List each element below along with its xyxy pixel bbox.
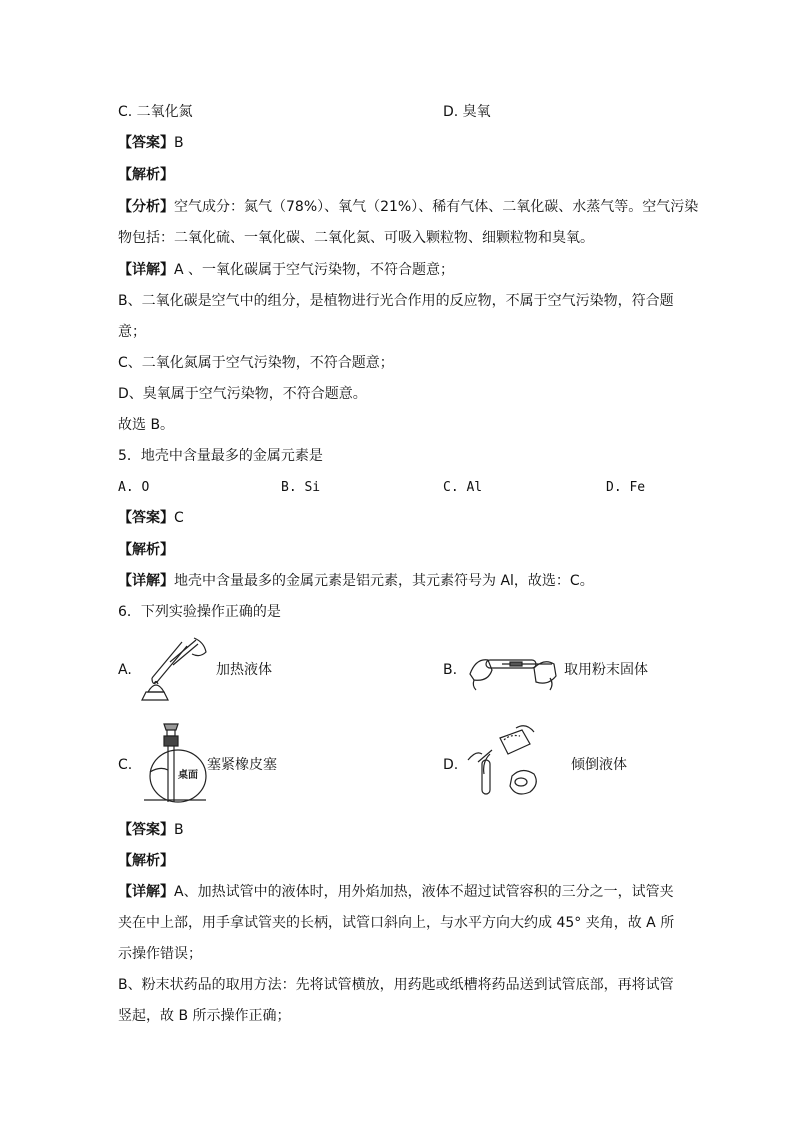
powder-solid-icon [466, 644, 560, 692]
q5-detail-text: 地壳中含量最多的金属元素是铝元素，其元素符号为 Al，故选：C。 [174, 573, 594, 589]
q5-option-d: D. Fe [606, 480, 646, 495]
q6-option-b-caption: 取用粉末固体 [564, 662, 648, 678]
q6-answer-line [118, 820, 184, 840]
option-c: C. 二氧化氮 [118, 104, 193, 120]
detail-c-line: C、二氧化氮属于空气污染物，不符合题意； [118, 355, 394, 371]
q5-stem: 5．地壳中含量最多的金属元素是 [118, 448, 323, 464]
q6-detail-a-line-3: 示操作错误； [118, 946, 202, 962]
q5-answer-label: 【答案】 [118, 510, 174, 526]
q5-detail-line [118, 571, 594, 591]
q6-option-c-caption: 塞紧橡皮塞 [207, 757, 277, 773]
q6-option-d-letter: D. [443, 757, 459, 773]
q5-answer-value: C [174, 510, 184, 526]
fenxi-line-1 [118, 197, 698, 217]
q6-option-c-letter: C. [118, 757, 133, 773]
detail-a-line [118, 260, 454, 280]
q6-stem: 6．下列实验操作正确的是 [118, 604, 281, 620]
fenxi-text-1: 空气成分：氮气（78%）、氧气（21%）、稀有气体、二氧化碳、水蒸气等。空气污染 [174, 199, 699, 215]
q6-detail-a-line-1 [118, 882, 674, 902]
pouring-liquid-icon [466, 724, 570, 800]
q6-detail-b-line-1: B、粉末状药品的取用方法：先将试管横放，用药匙或纸槽将药品送到试管底部，再将试管 [118, 977, 674, 993]
analysis-label: 【解析】 [118, 167, 174, 183]
q6-option-d-caption: 倾倒液体 [571, 757, 627, 773]
q5-analysis-label: 【解析】 [118, 542, 174, 558]
conclusion-line: 故选 B。 [118, 417, 175, 433]
detail-d-line: D、臭氧属于空气污染物，不符合题意。 [118, 386, 367, 402]
q6-analysis-label: 【解析】 [118, 853, 174, 869]
detail-b-line-1: B、二氧化碳是空气中的组分，是植物进行光合作用的反应物，不属于空气污染物，符合题 [118, 293, 674, 309]
fenxi-line-2: 物包括：二氧化硫、一氧化碳、二氧化氮、可吸入颗粒物、细颗粒物和臭氧。 [118, 230, 594, 246]
answer-value: B [174, 135, 184, 151]
q6-answer-value: B [174, 822, 184, 838]
q6-detail-label: 【详解】 [118, 884, 174, 900]
option-d: D. 臭氧 [443, 104, 491, 120]
desk-label: 桌面 [178, 770, 198, 781]
q6-detail-a-line-2: 夹在中上部，用手拿试管夹的长柄，试管口斜向上，与水平方向大约成 45° 夹角，故 A 所 [118, 915, 675, 931]
q5-answer-line [118, 508, 184, 528]
q5-detail-label: 【详解】 [118, 573, 174, 589]
q6-answer-label: 【答案】 [118, 822, 174, 838]
detail-label: 【详解】 [118, 262, 174, 278]
answer-label: 【答案】 [118, 135, 174, 151]
q6-detail-a-text-1: A、加热试管中的液体时，用外焰加热，液体不超过试管容积的三分之一，试管夹 [174, 884, 674, 900]
q6-detail-b-line-2: 竖起，故 B 所示操作正确； [118, 1008, 291, 1024]
fenxi-label: 【分析】 [118, 199, 174, 215]
detail-a-text: A 、一氧化碳属于空气污染物，不符合题意； [174, 262, 455, 278]
answer-line [118, 133, 184, 153]
q6-option-a-letter: A. [118, 662, 132, 678]
q5-option-c: C. Al [443, 480, 483, 495]
q6-option-a-caption: 加热液体 [216, 662, 272, 678]
heating-liquid-icon [138, 634, 214, 704]
q5-option-b: B. Si [281, 480, 321, 495]
q5-option-a: A. O [118, 480, 150, 495]
q6-option-b-letter: B. [443, 662, 458, 678]
detail-b-line-2: 意； [118, 324, 146, 340]
rubber-stopper-icon [142, 720, 208, 806]
